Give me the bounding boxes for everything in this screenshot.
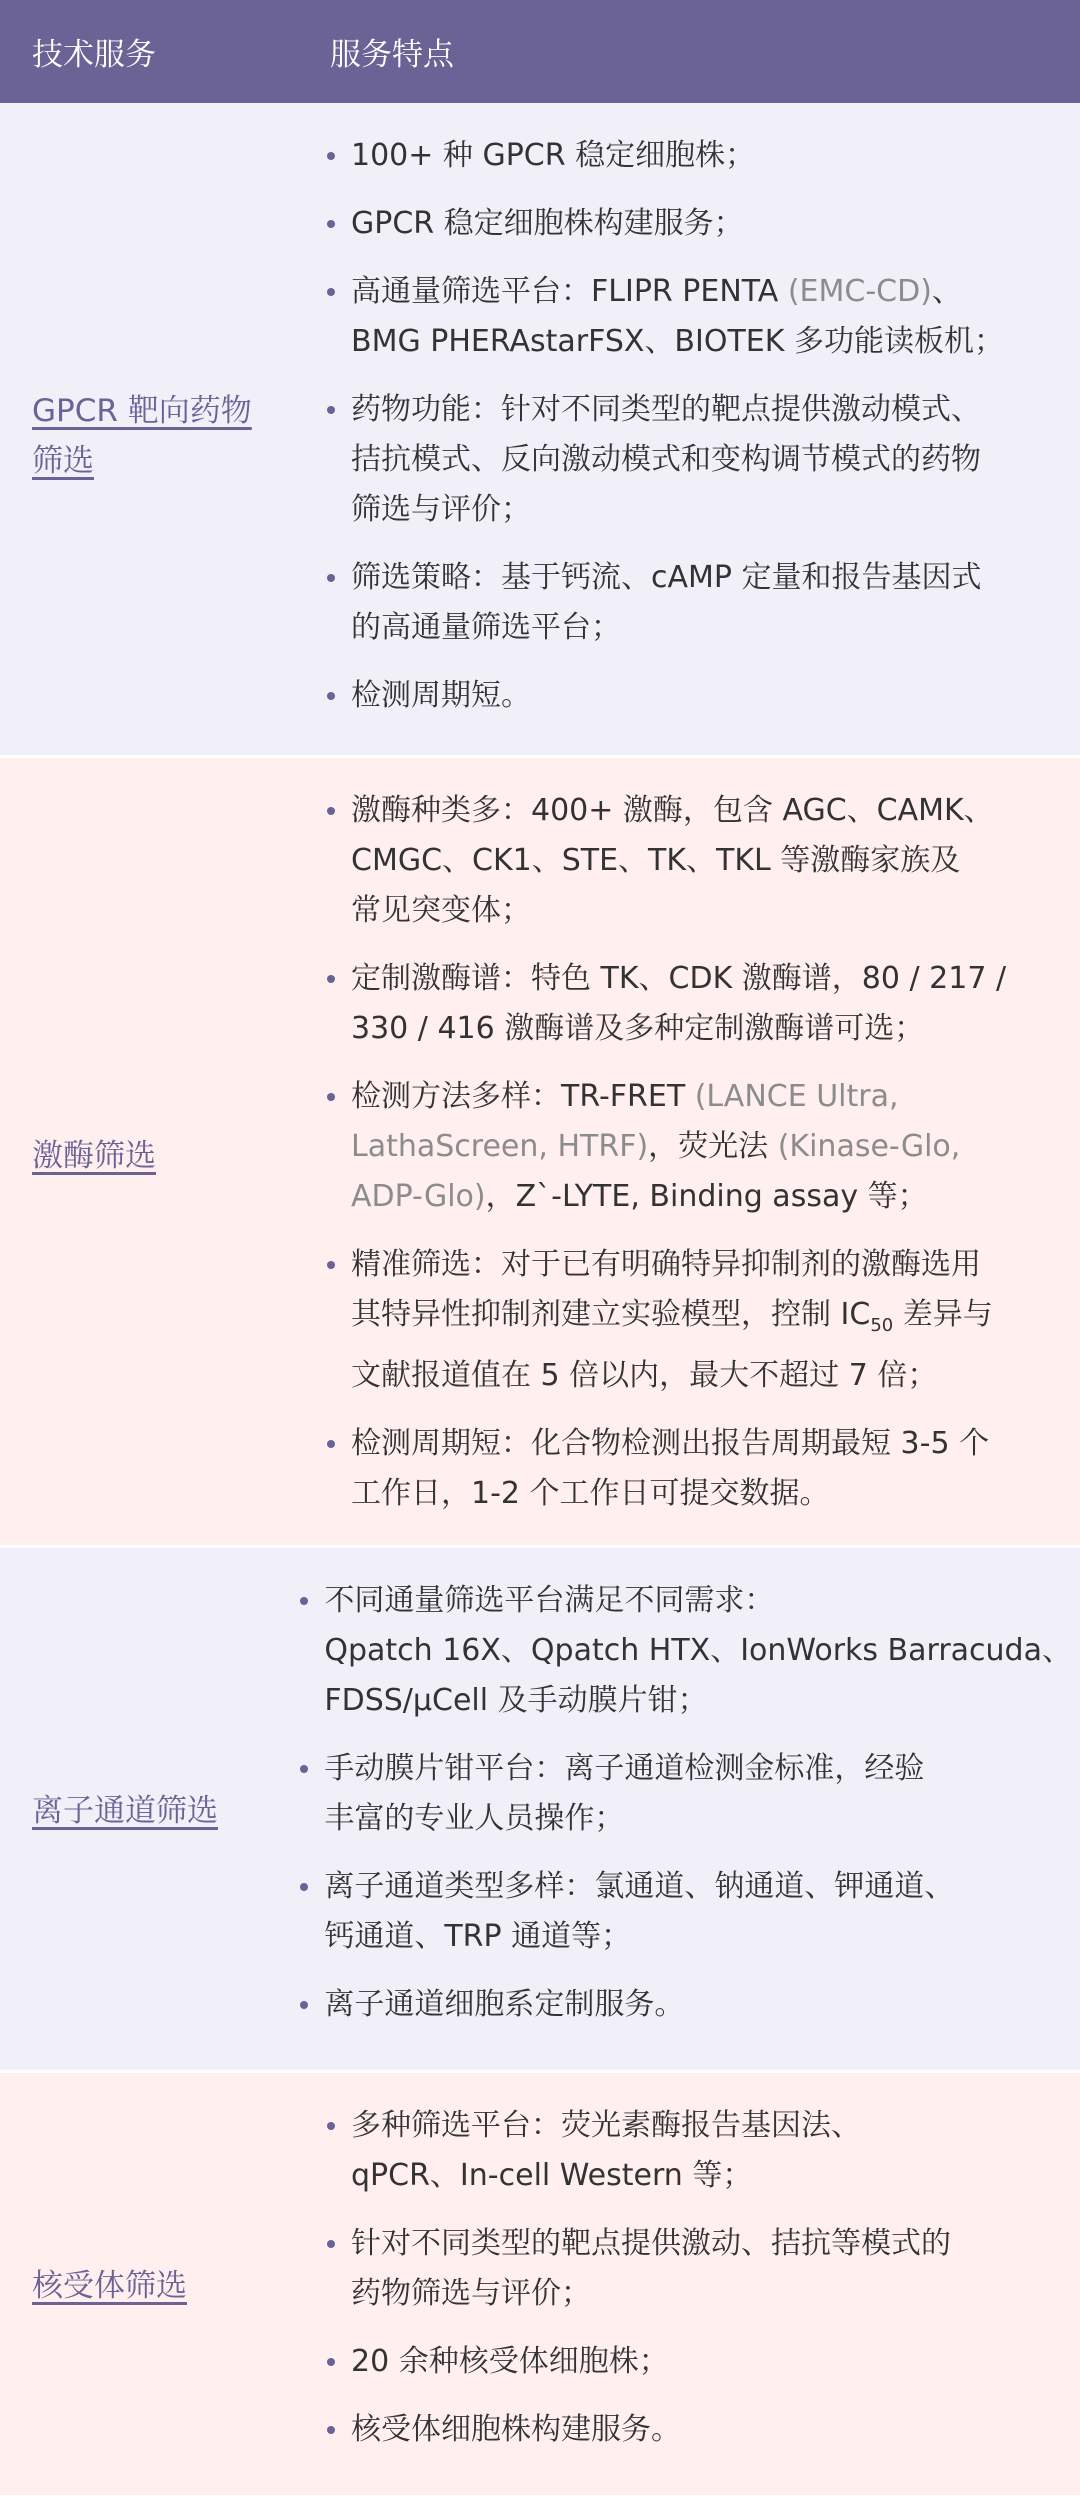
header-service-features: 服务特点 <box>330 37 454 73</box>
feature-list <box>297 786 1080 1545</box>
feature-list <box>297 2101 1080 2495</box>
table-row-ion-channel <box>0 1545 1080 2070</box>
category-link-gpcr[interactable]: GPCR 靶向药物 筛选 <box>32 393 252 479</box>
category-cell <box>0 786 297 1526</box>
list-item: 检测方法多样：TR-FRET (LANCE Ultra, LathaScreen, HTRF)，荧光法 (Kinase-Glo, ADP-Glo)，Z`-LYTE, Binding assay 等； <box>327 1072 1050 1222</box>
list-item: 激酶种类多：400+ 激酶，包含 AGC、CAMK、 CMGC、CK1、STE、TK、TKL 等激酶家族及 常见突变体； <box>327 786 1050 936</box>
list-item: 不同通量筛选平台满足不同需求： Qpatch 16X、Qpatch HTX、IonWorks Barracuda、 FDSS/μCell 及手动膜片钳； <box>300 1576 1072 1726</box>
list-item: 检测周期短：化合物检测出报告周期最短 3-5 个 工作日，1-2 个工作日可提交数据。 <box>327 1419 1050 1519</box>
list-item: 核受体细胞株构建服务。 <box>327 2405 1050 2455</box>
table-header <box>0 0 1080 103</box>
category-link-ion-channel[interactable]: 离子通道筛选 <box>32 1793 218 1829</box>
list-item: 20 余种核受体细胞株； <box>327 2337 1050 2387</box>
category-cell <box>0 131 297 741</box>
category-cell <box>0 1576 270 2046</box>
feature-list <box>270 1576 1080 2070</box>
list-item: 筛选策略：基于钙流、cAMP 定量和报告基因式 的高通量筛选平台； <box>327 553 1050 653</box>
category-link-kinase[interactable]: 激酶筛选 <box>32 1138 156 1174</box>
list-item: 离子通道细胞系定制服务。 <box>300 1980 1072 2030</box>
list-item: 定制激酶谱：特色 TK、CDK 激酶谱，80 / 217 / 330 / 416 激酶谱及多种定制激酶谱可选； <box>327 954 1050 1054</box>
list-item: 多种筛选平台：荧光素酶报告基因法、 qPCR、In-cell Western 等； <box>327 2101 1050 2201</box>
list-item: 离子通道类型多样：氯通道、钠通道、钾通道、 钙通道、TRP 通道等； <box>300 1862 1072 1962</box>
table-row-gpcr <box>0 103 1080 755</box>
list-item: 检测周期短。 <box>327 671 1050 721</box>
list-item: 精准筛选：对于已有明确特异抑制剂的激酶选用 其特异性抑制剂建立实验模型，控制 $IC_{50}$ 差异与 文献报道值在 5 倍以内，最大不超过 7 倍； <box>327 1240 1050 1401</box>
list-item: GPCR 稳定细胞株构建服务； <box>327 199 1050 249</box>
list-item: 针对不同类型的靶点提供激动、拮抗等模式的 药物筛选与评价； <box>327 2219 1050 2319</box>
category-cell <box>0 2101 297 2471</box>
feature-list <box>297 131 1080 755</box>
table-row-kinase <box>0 755 1080 1545</box>
header-tech-service: 技术服务 <box>32 37 156 73</box>
list-item: 药物功能：针对不同类型的靶点提供激动模式、 拮抗模式、反向激动模式和变构调节模式的药物 筛选与评价； <box>327 385 1050 535</box>
list-item: 高通量筛选平台：FLIPR PENTA (EMC-CD)、 BMG PHERAstarFSX、BIOTEK 多功能读板机； <box>327 267 1050 367</box>
list-item: 手动膜片钳平台：离子通道检测金标准，经验 丰富的专业人员操作； <box>300 1744 1072 1844</box>
table-row-nuclear-receptor <box>0 2070 1080 2495</box>
list-item: 100+ 种 GPCR 稳定细胞株； <box>327 131 1050 181</box>
category-link-nuclear-receptor[interactable]: 核受体筛选 <box>32 2268 187 2304</box>
